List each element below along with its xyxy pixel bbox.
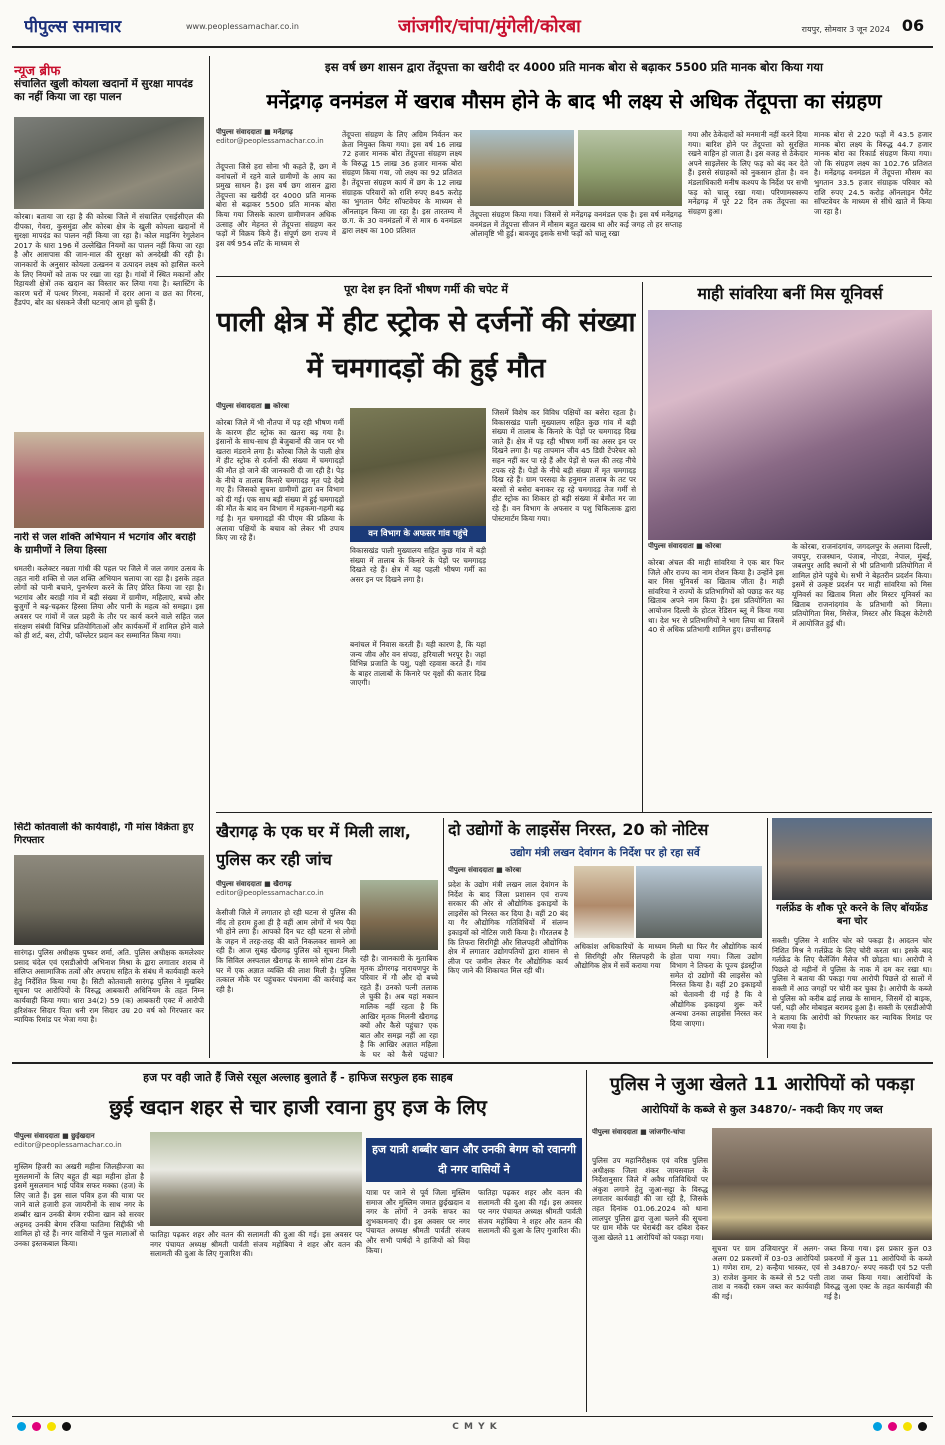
coal-mine-photo [14,117,204,209]
kotwali-body: सारंगढ़। पुलिस अधीक्षक पुष्कर शर्मा, अति. पुलिस अधीक्षक कमलेश्वर प्रसाद चंदेल एवं एसडीओपी अभिनाश मिश्रा के द्वारा लगातार शराब में संलिप्त असामाजिक तत्वों और अपराध सहित के संबंध में कार्यवाही करने हेतु निर्देशित किया गया है। सिटी कोतवाली सारंगढ़ पुलिस ने मुखबिर सूचना पर आरोपियों के विरुद्ध आबकारी अधिनियम के तहत निम्न कार्यवाही किया गया। धारा 34(2) 59 (क) आबकारी एक्ट में आरोपी हरिशंकर सिदार पिता धनी राम सिदार उम्र 20 वर्ष को गिरफ्तार कर न्यायिक रिमांड पर भेजा गया है। [14,948,204,1025]
gambling-headline: पुलिस ने जुआ खेलते 11 आरोपियों को पकड़ा [609,1074,915,1095]
khairagarh-byline-email: editor@peoplessamachar.co.in [216,889,324,897]
kotwali-headline: सिटी कोतवाली की कार्यवाही, गौ मांस विक्रेता हुए गिरफ्तार [14,822,194,846]
hajj-col3: फातिहा पढ़कर शहर और वतन की सलामती की दुआ की गई। इस अवसर पर नगर पंचायत अध्यक्ष श्रीमती पार्वती संजय महोबिया ने शहर और वतन की सलामती की दुआ के लिए गुजारिश की। [478,1188,582,1236]
heatstroke-photo-caption-title: वन विभाग के अफसर गांव पहुंचे [350,526,486,542]
black-dot [62,1422,71,1431]
hajj-side-rule [586,1070,587,1412]
heatstroke-byline: पीपुल्स संवाददाता ■ कोरबा [216,402,290,410]
khairagarh-col1: केसीजी जिले में लगातार हो रही घटना से पुलिस की नींद तो हराम हुआ ही है वहीं आम लोगों में भय पैदा भी होने लगा है। आपको दिन घट रही घटना से लोगों के जहन में तरह-तरह की बातें निकलकर सामने आ रही हैं। आज सुबह खैरागढ़ पुलिस को सूचना मिली कि सिविल अस्पताल खैरागढ़ के सामने सोना टंडन के घर में एक अज्ञात व्यक्ति की लाश मिली है। पुलिस तत्काल मौके पर पहुंचकर पंचनामा की कार्रवाई कर रही है। [216,908,356,994]
udyog-col2: मिली था फिर गैर औद्योगिक कार्य होता पाया गया। जिला उद्योग विभाग ने तिफरा के पूज्य इंडस्ट्रीज समेत दो उद्योगों की लाइसेंस को निरस्त किया है। वहीं 20 इकाइयों को चेतावनी दी गई है कि वे औद्योगिक इकाइयां शुरू करें अन्यथा उनका लाइसेंस निरस्त कर दिया जाएगा। [670,942,762,1028]
accused-photo [772,818,932,900]
heatstroke-headline: पाली क्षेत्र में हीट स्ट्रोक से दर्जनों की संख्या में चमगादड़ों की हुई मौत [216,307,636,384]
tendu-bottom-rule [216,276,932,277]
khairagarh-col2: रही है। जानकारी के मुताबिक मृतक डोंगरगढ़ नारायणपुर के परिवार में गौ और दो बच्चे रहते हैं। उनको पत्नी तलाक ले चुकी है। अब यहां मकान मालिक नहीं रहता है कि आखिर मृतक मिलनी खैरागढ़ क्यों और कैसे पहुंचा? एक बात और समझ नहीं आ रहा है कि आखिर अज्ञात महिला के घर को कैसे पहुंचा? [360,954,438,1058]
tendu-byline: पीपुल्स संवाददाता ■ मनेंद्रगढ़ editor@peoplessamachar.co.in [216,128,336,156]
heatstroke-col2: बनांचल में निवास करती हैं। यही कारण है, कि यहां जन्य जीव और वन संपदा, हरियाली भरपूर है। जहां विभिन्न प्रजाति के पशु, पक्षी रहवास करते हैं। गांव के बाहर तालाबों के किनारे पर वृक्षों की कतार दिख जाएगी। [350,640,486,688]
gambling-col1: पुलिस उप महानिरीक्षक एवं वरिष्ठ पुलिस अधीक्षक जिला शंकर जायसवाल के निर्देशानुसार जिले में अवैध गतिविधियों पर अंकुश लगाने हेतु जुआ-सट्टा के विरुद्ध लगातार कार्यवाही की जा रही है, जिसके तहत दिनांक 01.06.2024 को थाना लालपुर पुलिस द्वारा जुआ चलने की सूचना पर ग्राम मौके पर घेराबंदी कर दबिश देकर जुआ खेलते 11 आरोपियों को पकड़ा गया। [592,1156,708,1242]
hajj-col2: यात्रा पर जाने से पूर्व जिला मुस्लिम समाज और मुस्लिम जमात छुईखदान व नगर के लोगों ने उनके सफर का शुभकामनाएं दी। इस अवसर पर नगर पंचायत अध्यक्ष श्रीमती पार्वती संजय और सभी पार्षदों ने हाजियों को विदा किया। [366,1188,470,1255]
hajj-headline: छुई खदान शहर से चार हाजी रवाना हुए हज के लिए [109,1095,487,1119]
udyog-byline-place: कोरबा [505,866,522,874]
heatstroke-side-rule [642,282,643,812]
heatstroke-col1: कोरबा जिले में भी नौतपा में पड़ रही भीषण गर्मी के कारण हीट स्ट्रोक का खतरा बढ़ गया है। इंसानों के साथ-साथ ही बेजुबानों की जान पर भी खतरा मंडराने लगा है। कोरबा जिले के पाली क्षेत्र में हीट स्ट्रोक से दर्जनों की संख्या में चमगादड़ों की मौत हो जाने की जानकारी दी जा रही है। पेड़ के नीचे व तालाब किनारे चमगादड़ मृत पड़े देखे गए हैं। जिसको सुचना ग्रामीणों द्वारा वन विभाग को दी गई। एक साथ बड़ी संख्या में हुई चमगादड़ों की मौत के बाद वन विभाग में महकमा-गहमी बढ़ गई है। मृत चमगादड़ों की पीएम की प्रक्रिया के अलावा पक्षियों के बचाव को लेकर भी उपाय किए जा रहे हैं। [216,418,344,543]
masthead-rule [12,46,933,48]
tendu-byline-name: पीपुल्स संवाददाता [216,128,262,136]
news-brief-label [14,60,124,78]
udyog-subhead: उद्योग मंत्री लखन देवांगन के निर्देश पर हो रहा सर्वे [510,847,700,859]
miss-universe-photo [648,310,932,540]
udyog-byline-name: पीपुल्स संवाददाता [448,866,494,874]
water-campaign-photo [14,432,204,528]
tendu-photo-2 [578,130,682,206]
hajj-col4: फातिहा पढ़कर शहर और वतन की सलामती की दुआ की गई। इस अवसर पर नगर पंचायत अध्यक्ष श्रीमती पार्वती संजय महोबिया ने शहर और वतन की सलामती की दुआ के लिए गुजारिश की। [150,1230,362,1259]
hajj-kicker: हज पर वही जाते हैं जिसे रसूल अल्लाह बुलाते हैं - हाफिज सरफुल हक साहब [143,1071,453,1084]
dead-bats-photo [350,408,486,526]
water-campaign-headline: नारी से जल शक्ति अभियान में भटगांव और बराही के ग्रामीणों ने लिया हिस्सा [14,532,196,556]
udyog-byline: पीपुल्स संवाददाता ■ कोरबा [448,866,522,874]
water-campaign-body: धमतरी। कलेक्टर नम्रता गांधी की पहल पर जिले में जल जगार उत्सव के तहत नारी शक्ति से जल शक्ति अभियान चलाया जा रहा है। इसके तहत लोगों को पानी बचाने, पुनर्भरण करने के लिए प्रेरित किया जा रहा है। भटगांव और बराही गांव में बड़ी संख्या में ग्रामीण, महिलाएं, बच्चे और बुजुर्गों ने बढ़-चढ़कर हिस्सा लिया और पानी के महत्व को समझा। इस अवसर पर गांवों में जल प्रहरी के तौर पर कार्य करने वाले सहित जल संरक्षण संबंधी विभिन्न प्रतियोगिताओं और कार्यकर्मों में शामिल होने वाले को ही शर्ट, बस, टोपी, फॉम्लेटर प्रदान कर सम्मानित किया गया। [14,564,204,641]
udyog-side-rule [767,818,768,1058]
footer-rule [12,1416,933,1417]
tendu-col4: गया और ठेकेदारों को मनमानी नहीं करने दिया गया। बारिश होने पर तेंदूपत्ता को सुरक्षित रखने वाहिन हो जाता है। इस वजह से ठेकेदार अपने साइलेंसर के लिए फड़ को बंद कर देते हैं। इससे संग्राहकों को नुकसान होता है। वन मंडलाधिकारी मनीष कश्यप के निर्देश पर सभी फड़ को चालू रखा गया। परिणामस्वरूप मनेंद्रगढ़ में पूरे 22 दिन तक तेंदूपत्ता का संग्रहण हुआ। [688,130,808,216]
tendu-col5: मानक बोरा से 220 फड़ों में 43.5 हजार मानक बोरा लक्ष्य के विरुद्ध 44.7 हजार मानक बोरा का रिकार्ड संग्रहण किया गया। जो कि संग्रहण लक्ष्य का 102.76 प्रतिशत है। मनेंद्रगढ़ वनमंडल में तेंदूपत्ता मौसम का भुगतान 33.5 हजार संग्राहक परिवार को राशि रुपए 24.5 करोड़ ऑनलाइन पैमेंट सॉफ्टवेयर के माध्यम से सीधे खाते में किया जा रहा है। [814,130,932,216]
gambling-byline-place: जांजगीर-चांपा [649,1128,685,1136]
news-brief-headline: संचालित खुली कोयला खदानों में सुरक्षा मापदंड का नहीं किया जा रहा पालन [14,78,193,103]
khairagarh-side-rule [443,818,444,1058]
miss-universe-byline-name: पीपुल्स संवाददाता [648,542,694,550]
industry-photo [636,866,762,938]
gambling-accused-photo [712,1128,932,1240]
footer-cmyk-left [14,1422,104,1436]
miss-universe-byline: पीपुल्स संवाददाता ■ कोरबा [648,542,722,550]
heatstroke-col3: जिसमें विशेष कर विविध पक्षियों का बसेरा रहता है। विकासखंड पाली मुख्यालय सहित कुछ गांव में बड़ी संख्या में तालाब के किनारे के पेड़ों पर चमगादड़ दिख जाते हैं। क्षेत्र में पड़ रही भीषण गर्मी का असर इन पर दिखने लगा है। यह तापमान जीव 45 डिग्री टेंपरेचर को सहन नहीं कर पा रहे हैं और पेड़ों से फल की तरह नीचे टपक रहे हैं। पेड़ों के नीचे बड़ी संख्या में मृत चमगादड़ दिख रहे हैं। ग्राम परसदा के हनुमान तालाब के तट पर बरसों से बसेरा बनाकर रह रहे चमगादड़ तेज गर्मी से हीट स्ट्रोक का शिकार हो बड़ी संख्या में बेमौत मर जा रहे हैं। वन विभाग के अफसर व पशु चिकित्सक द्वारा पोस्टमार्टम किया गया। [492,408,636,523]
cyan-dot [17,1422,26,1431]
tendu-kicker: इस वर्ष छग शासन द्वारा तेंदूपत्ता का खरीदी दर 4000 प्रति मानक बोरा से बढ़ाकर 5500 प्रति मानक बोरा किया गया [325,60,823,74]
footer-cmyk-right [840,1422,930,1436]
tendu-byline-place: मनेंद्रगढ़ [273,128,293,136]
hajj-byline: पीपुल्स संवाददाता ■ छुईखदान editor@peoplessamachar.co.in [14,1132,144,1158]
edition-title: जांजगीर/चांपा/मुंगेली/कोरबा [398,16,581,37]
masthead [0,0,945,46]
black-dot-right [918,1422,927,1431]
heatstroke-byline-name: पीपुल्स संवाददाता [216,402,262,410]
khairagarh-byline-name: पीपुल्स संवाददाता [216,880,262,888]
gambling-col2: जब्त किया गया। इस प्रकार कुल 03 प्रकरणों में कुल 11 आरोपियों के कब्जे से 34870/- रुपए नकदी एवं 52 पत्ती ताश जब्त किया गया। आरोपियों के विरुद्ध जुआ एक्ट के तहत कार्यवाही की गई है। [824,1244,932,1301]
tendu-headline: मनेंद्रगढ़ वनमंडल में खराब मौसम होने के बाद भी लक्ष्य से अधिक तेंदूपत्ता का संग्रहण [266,89,882,113]
page-number: 06 [901,16,925,35]
cyan-dot-right [873,1422,882,1431]
girlfriend-headline: गर्लफ्रेंड के शौक पूरे करने के लिए बॉयफ्रेंड बना चोर [776,903,928,927]
miss-universe-byline-place: कोरबा [705,542,722,550]
tendu-col3: तेंदूपत्ता संग्रहण किया गया। जिसमें से मनेंद्रगढ़ वनमंडल एक है। इस वर्ष मनेंद्रगढ़ वनमंडल में तेंदूपत्ता सीजन में मौसम बहुत खराब था और कई जगह तो हर सप्ताह ओलावृष्टि भी हुई। बावजूद इसके सभी फड़ों को चालू रखा [470,210,682,239]
website-url: www.peoplessamachar.co.in [186,22,299,31]
dateline: रायपुर, सोमवार 3 जून 2024 [801,25,890,34]
newspaper-logo: पीपुल्स समाचार [24,17,122,37]
minister-photo [574,866,634,938]
hajj-byline-place: छुईखदान [71,1132,95,1140]
khairagarh-headline: खैरागढ़ के एक घर में मिली लाश, पुलिस कर रही जांच [216,822,411,869]
miss-universe-headline: माही सांवरिया बनीं मिस यूनिवर्स [697,284,883,303]
tendu-byline-email: editor@peoplessamachar.co.in [216,137,324,145]
hajj-col1: मुस्लिम हिजरी का अखरी महीना जिलहीज्जा का मुसलमानों के लिए बहुत ही बड़ा महीना होता है इसमें मुसलमान भाई पवित्र सफर मक्का (हज) के लिए जाते हैं। इस साल पवित्र हज की यात्रा पर जाने वाले हजारी हज जायरीनों के साथ नगर के शब्बीर खान उनकी बेगम रफीना खान को सरवर अहमद उनकी बेगम रजिया फातिमा सिद्दीकी भी शामिल हो रहे हैं। नगर वासियों ने फूल मालाओं से उनका इस्तकबाल किया। [14,1162,144,1248]
magenta-dot [32,1422,41,1431]
tendu-col1: तेंदूपत्ता जिसे हरा सोना भी कहते हैं, छग में वनांचलों में रहने वाले ग्रामीणों के आय का प्रमुख साधन है। इस वर्ष छग शासन द्वारा तेंदूपत्ता का खरीदी दर 4000 प्रति मानक बोरा से बढ़ाकर 5500 प्रति मानक बोरा किया गया जिसके कारण ग्रामीणजन अधिक उत्साह और मेहनत से तेंदूपत्ता संग्रहण कर फड़ों में विक्रय किये हैं। संपूर्ण छग राज्य में इस वर्ष 954 लॉट के माध्यम से [216,162,336,248]
mid-page-rule [216,812,932,813]
tendu-photo-1 [470,130,574,206]
heatstroke-photo-caption: विकासखंड पाली मुख्यालय सहित कुछ गांव में बड़ी संख्या में तालाब के किनारे के पेड़ों पर चमगादड़ दिखते रहे हैं। क्षेत्र में यह पहली भीषण गर्मी का असर इन पर दिखने लगा है। [350,546,486,584]
udyog-headline: दो उद्योगों के लाइसेंस निरस्त, 20 को नोटिस [448,820,709,839]
news-brief-text: न्यूज ब्रीफ [14,64,61,78]
yellow-dot [47,1422,56,1431]
udyog-photo-caption: अधिकांश अधिकारियों के माध्यम से सिरगिट्टी और सिलपहरी के औद्योगिक क्षेत्र में सर्वे कराया गया [574,942,666,971]
lower-section-rule [12,1062,933,1064]
gambling-byline-name: पीपुल्स संवाददाता [592,1128,638,1136]
udyog-col1: प्रदेश के उद्योग मंत्री लखन लाल देवांगन के निर्देश के बाद जिला प्रशासन एवं राज्य सरकार की ओर से औद्योगिक इकाइयों के लाइसेंस को निरस्त कर दिया है। वहीं 20 बंद या गैर औद्योगिक गतिविधियों में संलग्न इकाइयों को नोटिस जारी किया है। गौरतलब है कि तिफरा सिरगिट्टी और सिलपहरी औद्योगिक क्षेत्र में लगातार उद्योगपतियों द्वारा शासन से लीज पर जमीन लेकर गैर औद्योगिक कार्य किए जाने की शिकायत मिल रही थी। [448,880,568,976]
hajj-box-title: हज यात्री शब्बीर खान और उनकी बेगम को रवानगी दी नगर वासियों ने [366,1138,582,1182]
footer-cmyk-label: C M Y K [452,1422,498,1432]
girlfriend-body: सक्ती। पुलिस ने शातिर चोर को पकड़ा है। आदतन चोर निशित मिश्र ने गर्लफ्रेंड के लिए चोरी करता था। इसके बाद गर्लफ्रेंड के लिए चैलेंजिंग मैसेज भी छोड़ता था। आरोपी ने पिछले दो महीनों में पुलिस के नाक में दम कर रखा था। पुलिस ने बताया की पकड़ा गया आरोपी पिछले दो सालों में सक्ती में आठ जगहों पर चोरी कर चुका है। आरोपी के कब्जे से पुलिस को करीब ढाई लाख के सामान, जिसमें दो बाइक, पर्स, घड़ी और मोबाइल बरामद हुआ है। सक्ती के एसडीओपी ने बताया कि आरोपी को गिरफ्तार कर न्यायिक रिमांड पर भेजा गया है। [772,936,932,1032]
magenta-dot-right [888,1422,897,1431]
hajj-byline-name: पीपुल्स संवाददाता [14,1132,60,1140]
kotwali-arrest-photo [14,855,204,945]
heatstroke-byline-place: कोरबा [273,402,290,410]
gambling-subhead: आरोपियों के कब्जे से कुल 34870/- नकदी किए गए जब्त [641,1103,883,1116]
miss-universe-col1: कोरबा अंचल की माही सांवरिया ने एक बार फिर जिले और राज्य का नाम रोशन किया है। उन्होंने इस बार मिस यूनिवर्स का खिताब जीता है। माही सांवरिया ने राज्यों के प्रतिभागियों को पछाड़ कर यह खिताब अपने नाम किया है। इस प्रतियोगिता का आयोजन दिल्ली के होटल रेडिसन ब्लू में किया गया था। देश भर से प्रतिभागियों ने भाग लिया था जिसमें 40 से अधिक प्रतिभागी शामिल हुए। छत्तीसगढ़ [648,558,784,635]
news-brief-body: कोरबा। बताया जा रहा है की कोरबा जिले में संचालित एसईसीएल की दीपका, गेवरा, कुसमुंडा और कोरबा क्षेत्र के खुली कोयला खदानों में सुरक्षा मापदंड का पालन नहीं किया जा रहा है। कोल माइनिंग रेगुलेशन 2017 के धारा 196 में उल्लेखित नियमों का पालन नहीं किया जा रहा है और आसपास की जान-माल की सुरक्षा को अनदेखी की रही है। जानकारों के अनुसार कोयला उत्खनन व उत्पादन लक्ष्य को हासिल करने के लिए नियमों को ताक पर रखा जा रहा है। गांवों में स्थित मकानों और रिहायशी क्षेत्रों तक खदान का विस्तार कर लिया गया है। ब्लास्टिंग के कारण घरों में पत्थर गिरना, मकानों में दरार आना व छत का गिरना, हैंडपंप, बोर का धंसकने जैसी घटनाएं आम हो चुकी हैं। [14,212,204,308]
khairagarh-byline: पीपुल्स संवाददाता ■ खैरागढ़ editor@peoplessamachar.co.in [216,880,416,906]
gambling-photo-caption: सूचना पर ग्राम उजियारपुर में अलग-अलग 02 प्रकरणों में 03-03 आरोपियों 1) गणेश राम, 2) कन्हैया भास्कर, एवं 3) राजेश कुमार के कब्जे से 52 पत्ती ताश व नकदी रकम जब्त कर कार्यवाही की गई। [712,1244,820,1301]
miss-universe-col2: के कोरबा, राजनांदगांव, जगदलपुर के अलावा दिल्ली, जयपुर, राजस्थान, पंजाब, नोएडा, नेपाल, मुंबई, जबलपुर आदि स्थानों से भी प्रतिभागी प्रतियोगिता में शामिल होने पहुंचे थे। सभी ने बेहतरीन प्रदर्शन किया। इसमें से उत्कृष्ट प्रदर्शन पर माही सांवरिया को मिस यूनिवर्स का खिताब मिला और मिस्टर यूनिवर्स का खिताब राजनांदगांव के प्रतिभागी को मिला। प्रतियोगिता मिस, मिसेज, मिस्टर और किड्स केटेगरी में आयोजित हुई थी। [792,542,932,628]
hajj-byline-email: editor@peoplessamachar.co.in [14,1141,122,1149]
gambling-byline: पीपुल्स संवाददाता ■ जांजगीर-चांपा [592,1128,685,1136]
yellow-dot-right [903,1422,912,1431]
heatstroke-kicker: पूरा देश इन दिनों भीषण गर्मी की चपेट में [344,283,508,296]
khairagarh-police-photo [360,880,438,950]
left-column-rule [209,56,210,1058]
khairagarh-byline-place: खैरागढ़ [273,880,292,888]
hajj-pilgrims-photo [150,1132,362,1226]
tendu-col2: तेंदूपत्ता संग्रहण के लिए अग्रिम निर्वतन कर क्रेता नियुक्त किया गया। इस वर्ष 16 लाख 72 हजार मानक बोरा तेंदूपत्ता संग्रहण लक्ष्य के विरुद्ध 15 लाख 36 हजार मानक बोरा संग्रहण किया गया, जो लक्ष्य का 92 प्रतिशत है। तेंदूपत्ता संग्रहण कार्य में छग के 12 लाख संग्राहक परिवारों को राशि रुपए 845 करोड़ का भुगतान पैमेंट सॉफ्टवेयर के माध्यम से ऑनलाइन किया जा रहा है। इस तारतम्य में छ.ग. के 30 वनमंडलों में से मात्र 6 वनमंडल द्वारा लक्ष्य का 100 प्रतिशत [342,130,462,235]
